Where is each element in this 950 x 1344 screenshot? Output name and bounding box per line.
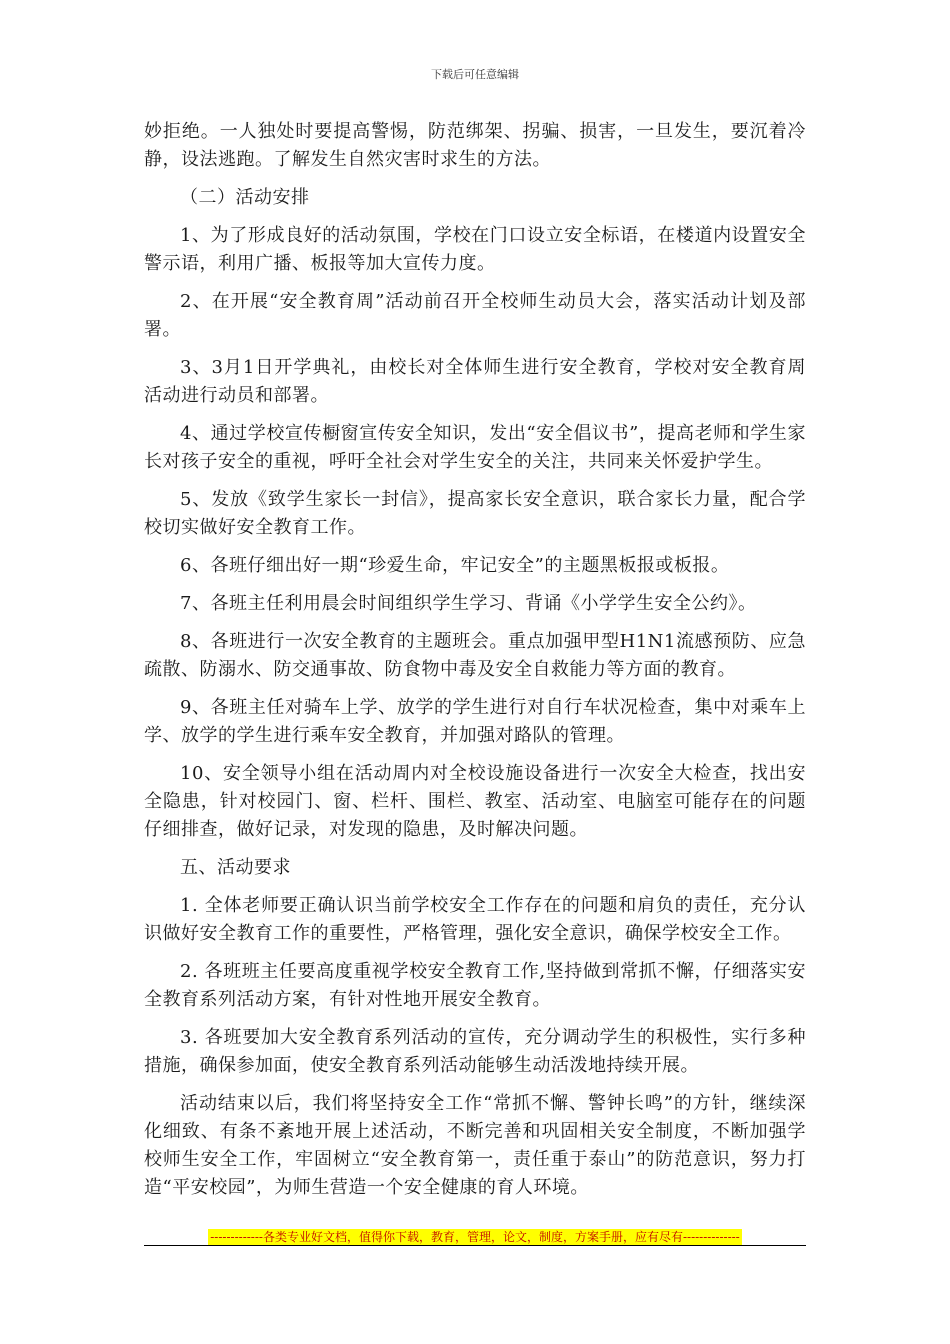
footer-banner-text: -------------各类专业好文档，值得你下载，教育，管理，论文，制度，方案手册，应有尽有--------------: [210, 1230, 740, 1244]
paragraph: 1、为了形成良好的活动氛围，学校在门口设立安全标语，在楼道内设置安全警示语，利用广播、板报等加大宣传力度。: [144, 225, 806, 274]
paragraph: 10、安全领导小组在活动周内对全校设施设备进行一次安全大检查，找出安全隐患，针对校园门、窗、栏杆、围栏、教室、活动室、电脑室可能存在的问题仔细排查，做好记录，对发现的隐患，及时解决问题。: [144, 763, 806, 840]
paragraph: 9、各班主任对骑车上学、放学的学生进行对自行车状况检查，集中对乘车上学、放学的学生进行乘车安全教育，并加强对路队的管理。: [144, 697, 806, 746]
paragraph: 4、通过学校宣传橱窗宣传安全知识，发出“安全倡议书”，提高老师和学生家长对孩子安全的重视，呼吁全社会对学生安全的关注，共同来关怀爱护学生。: [144, 423, 806, 472]
paragraph: 7、各班主任利用晨会时间组织学生学习、背诵《小学学生安全公约》。: [180, 593, 757, 614]
paragraph: 2、在开展“安全教育周”活动前召开全校师生动员大会，落实活动计划及部署。: [144, 291, 806, 340]
footer-divider: [144, 1245, 806, 1246]
paragraph: 活动结束以后，我们将坚持安全工作“常抓不懈、警钟长鸣”的方针，继续深化细致、有条不紊地开展上述活动，不断完善和巩固相关安全制度，不断加强学校师生安全工作，牢固树立“安全教育第一，责任重于泰山”的防范意识，努力打造“平安校园”，为师生营造一个安全健康的育人环境。: [144, 1093, 806, 1198]
paragraph: 8、各班进行一次安全教育的主题班会。重点加强甲型H1N1流感预防、应急疏散、防溺水、防交通事故、防食物中毒及安全自救能力等方面的教育。: [144, 631, 806, 680]
paragraph: 6、各班仔细出好一期“珍爱生命，牢记安全”的主题黑板报或板报。: [180, 555, 730, 576]
paragraph: 1. 全体老师要正确认识当前学校安全工作存在的问题和肩负的责任，充分认识做好安全教育工作的重要性，严格管理，强化安全意识，确保学校安全工作。: [144, 895, 806, 944]
page-footer: [144, 1226, 806, 1246]
paragraph: 2. 各班班主任要高度重视学校安全教育工作,坚持做到常抓不懈，仔细落实安全教育系列活动方案，有针对性地开展安全教育。: [144, 961, 806, 1010]
section-heading: （二）活动安排: [180, 187, 310, 208]
page-header-note: 下载后可任意编辑: [431, 68, 519, 81]
paragraph: 3. 各班要加大安全教育系列活动的宣传，充分调动学生的积极性，实行多种措施，确保参加面，使安全教育系列活动能够生动活泼地持续开展。: [144, 1027, 806, 1076]
paragraph: 3、3月1日开学典礼，由校长对全体师生进行安全教育，学校对安全教育周活动进行动员和部署。: [144, 357, 806, 406]
section-heading: 五、活动要求: [180, 857, 291, 878]
document-body: [144, 118, 806, 1212]
paragraph: 妙拒绝。一人独处时要提高警惕，防范绑架、拐骗、损害，一旦发生，要沉着冷静，设法逃跑。了解发生自然灾害时求生的方法。: [144, 121, 806, 170]
paragraph: 5、发放《致学生家长一封信》，提高家长安全意识，联合家长力量，配合学校切实做好安全教育工作。: [144, 489, 806, 538]
